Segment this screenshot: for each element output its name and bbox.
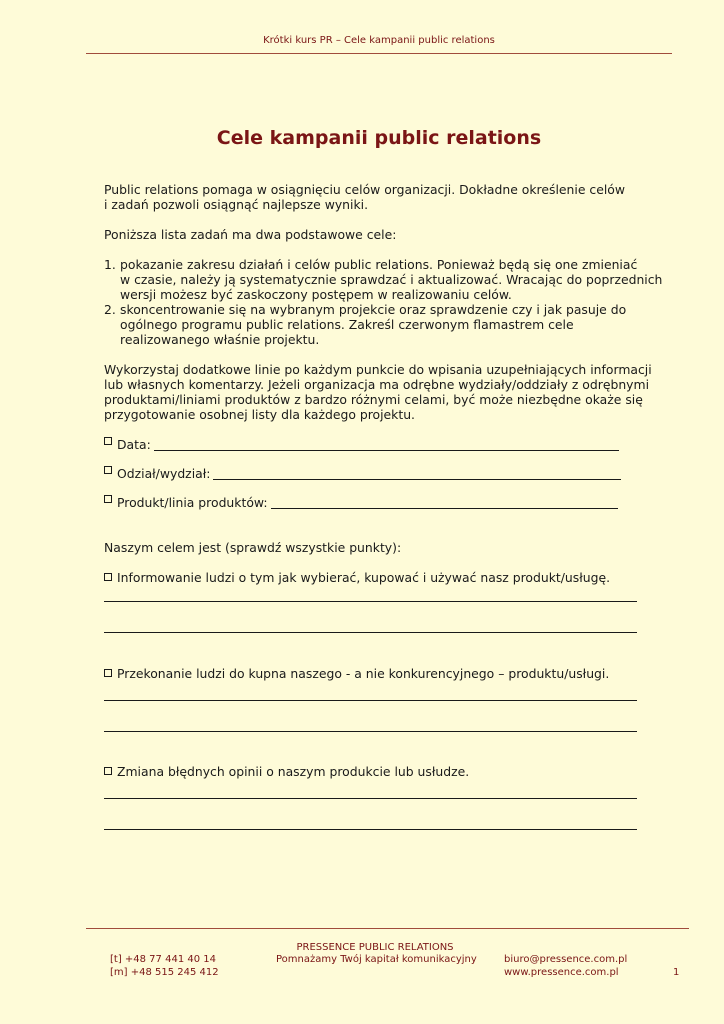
list-item-line: skoncentrowanie się na wybranym projekcie oraz sprawdzenie czy i jak pasuje do: [120, 302, 627, 317]
product-fill-line[interactable]: [271, 495, 618, 509]
goal-text: Informowanie ludzi o tym jak wybierać, kupować i używać nasz produkt/usługę.: [117, 570, 611, 585]
list-item-line: ogólnego programu public relations. Zakreśl czerwonym flamastrem cele: [120, 317, 574, 332]
list-item-line: realizowanego właśnie projektu.: [120, 332, 320, 347]
checkbox-icon[interactable]: [104, 466, 112, 474]
running-header: Krótki kurs PR – Cele kampanii public relations: [263, 35, 495, 46]
list-item-number: 2.: [104, 302, 116, 317]
checkbox-icon[interactable]: [104, 669, 112, 677]
extra-line: lub własnych komentarzy. Jeżeli organizacja ma odrębne wydziały/oddziały z odrębnymi: [104, 377, 650, 392]
footer-rule: [86, 928, 689, 929]
product-field[interactable]: [104, 495, 664, 510]
checkbox-icon[interactable]: [104, 495, 112, 503]
checkbox-icon[interactable]: [104, 767, 112, 775]
intro-line-2: i zadań pozwoli osiągnąć najlepsze wyniki.: [104, 197, 369, 212]
extra-line: Wykorzystaj dodatkowe linie po każdym punkcie do wpisania uzupełniających informacji: [104, 362, 652, 377]
page-number: 1: [673, 967, 680, 978]
footer-phone: [t] +48 77 441 40 14: [110, 954, 216, 965]
document-body: [104, 182, 664, 830]
goal-text: Zmiana błędnych opinii o naszym produkcie lub usłudze.: [117, 764, 470, 779]
footer-company: PRESSENCE PUBLIC RELATIONS: [296, 942, 454, 953]
list-intro: Poniższa lista zadań ma dwa podstawowe cele:: [104, 227, 397, 242]
footer-email-link[interactable]: biuro@pressence.com.pl: [504, 954, 628, 965]
date-fill-line[interactable]: [154, 437, 619, 451]
goal-item[interactable]: [104, 764, 664, 779]
goal-text: Przekonanie ludzi do kupna naszego - a nie konkurencyjnego – produktu/usługi.: [117, 666, 610, 681]
department-fill-line[interactable]: [213, 466, 621, 480]
department-field[interactable]: [104, 466, 664, 481]
checkbox-icon[interactable]: [104, 437, 112, 445]
footer-mobile: [m] +48 515 245 412: [110, 967, 219, 978]
list-item-line: wersji możesz być zaskoczony postępem w realizowaniu celów.: [120, 287, 512, 302]
page-title: Cele kampanii public relations: [216, 127, 542, 149]
date-field[interactable]: [104, 437, 664, 452]
goal-item[interactable]: [104, 570, 664, 585]
footer-slogan: Pomnażamy Twój kapitał komunikacyjny: [276, 954, 477, 965]
product-label: Produkt/linia produktów:: [117, 495, 268, 510]
intro-line-1: Public relations pomaga w osiągnięciu celów organizacji. Dokładne określenie celów: [104, 182, 625, 197]
footer-website-link[interactable]: www.pressence.com.pl: [504, 967, 619, 978]
answer-line[interactable]: [104, 828, 637, 830]
checkbox-icon[interactable]: [104, 573, 112, 581]
extra-line: produktami/liniami produktów z bardzo różnymi celami, być może niezbędne okaże się: [104, 392, 643, 407]
extra-line: przygotowanie osobnej listy dla każdego projektu.: [104, 407, 415, 422]
list-item-line: w czasie, należy ją systematycznie sprawdzać i aktualizować. Wracając do poprzednich: [120, 272, 663, 287]
list-item-line: pokazanie zakresu działań i celów public relations. Ponieważ będą się one zmieniać: [120, 257, 638, 272]
goal-item[interactable]: [104, 666, 664, 681]
list-item: [104, 302, 664, 347]
goal-intro: Naszym celem jest (sprawdź wszystkie punkty):: [104, 540, 402, 555]
list-item-number: 1.: [104, 257, 116, 272]
list-item: [104, 257, 664, 302]
date-label: Data:: [117, 437, 151, 452]
department-label: Odział/wydział:: [117, 466, 211, 481]
header-rule: [86, 53, 672, 54]
